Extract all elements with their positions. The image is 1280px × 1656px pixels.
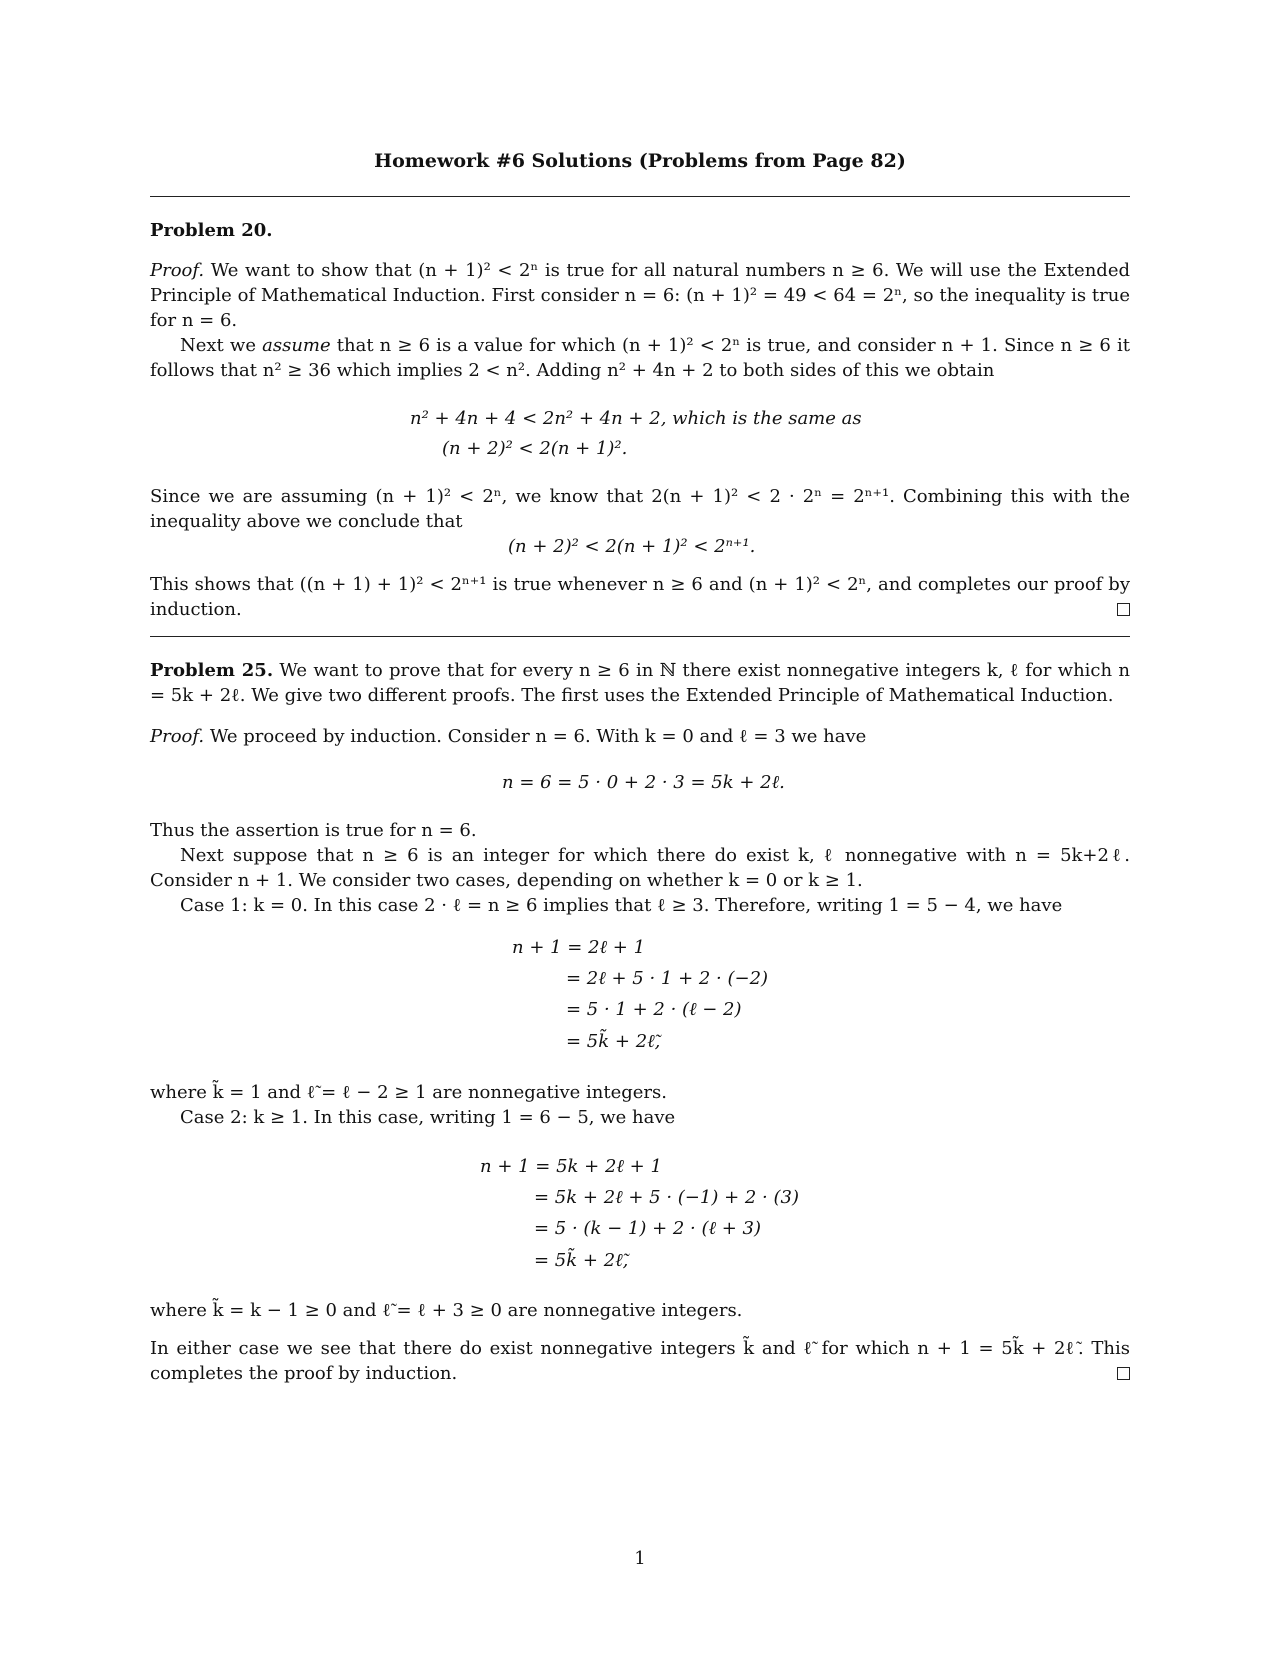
page-number: 1 bbox=[634, 1548, 646, 1569]
problem-20-paragraph-2 bbox=[150, 333, 1130, 383]
problem-20-paragraph-4 bbox=[150, 572, 1130, 622]
equation-1-line-2: (n + 2)² < 2(n + 1)². bbox=[442, 438, 628, 459]
case-1-eq-line-2: = 2ℓ + 5 · 1 + 2 · (−2) bbox=[566, 968, 769, 989]
case-2-eq-line-3: = 5 · (k − 1) + 2 · (ℓ + 3) bbox=[534, 1218, 762, 1239]
problem-20-heading: Problem 20. bbox=[150, 220, 273, 241]
section-rule bbox=[150, 636, 1130, 637]
p4-text: This shows that ((n + 1) + 1)² < 2ⁿ⁺¹ is true whenever n ≥ 6 and (n + 1)² < 2ⁿ, and completes our proof by induction. bbox=[150, 574, 1130, 620]
proof-label: Proof. bbox=[150, 260, 205, 281]
problem-25-intro bbox=[150, 658, 1130, 708]
qed-square-icon-2 bbox=[1117, 1367, 1130, 1380]
p25-p1-text: We proceed by induction. Consider n = 6. With k = 0 and ℓ = 3 we have bbox=[209, 726, 867, 747]
case-1-eq-line-4: = 5k̃ + 2ℓ̃, bbox=[566, 1031, 661, 1052]
equation-1-line-1: n² + 4n + 4 < 2n² + 4n + 2, which is the same as bbox=[410, 408, 862, 429]
case-2-eq-line-1: n + 1 = 5k + 2ℓ + 1 bbox=[480, 1156, 662, 1177]
equation-3: n = 6 = 5 · 0 + 2 · 3 = 5k + 2ℓ. bbox=[502, 772, 785, 793]
title-rule bbox=[150, 196, 1130, 197]
problem-20-paragraph-3: Since we are assuming (n + 1)² < 2ⁿ, we know that 2(n + 1)² < 2 · 2ⁿ = 2ⁿ⁺¹. Combining this with the inequality above we conclude that bbox=[150, 486, 1130, 532]
p2-text-b: that n ≥ 6 is a value for which (n + 1)² < 2ⁿ is true, and consider n + 1. Since n ≥ 6 it follows that n² ≥ 36 which implies 2 < n². Adding n² + 4n + 2 to both sides of this we obtain bbox=[150, 335, 1130, 381]
conclusion-text: In either case we see that there do exist nonnegative integers k̃ and ℓ̃ for which n + 1 = 5k̃ + 2ℓ̃. This completes the proof by induction. bbox=[150, 1338, 1130, 1384]
equation-2: (n + 2)² < 2(n + 1)² < 2ⁿ⁺¹. bbox=[508, 536, 756, 557]
case-1-text: Case 1: k = 0. In this case 2 · ℓ = n ≥ 6 implies that ℓ ≥ 3. Therefore, writing 1 = 5 − 4, we have bbox=[180, 895, 1063, 916]
problem-25-paragraph-3: Next suppose that n ≥ 6 is an integer for which there do exist k, ℓ nonnegative with n = 5k+2ℓ. Consider n + 1. We consider two cases, depending on whether k = 0 or k ≥ 1. bbox=[150, 845, 1130, 891]
problem-25-conclusion bbox=[150, 1336, 1130, 1386]
case-1-where: where k̃ = 1 and ℓ̃ = ℓ − 2 ≥ 1 are nonnegative integers. bbox=[150, 1082, 667, 1103]
p2-text-a: Next we bbox=[180, 335, 256, 356]
problem-20-paragraph-1 bbox=[150, 258, 1130, 333]
case-2-text: Case 2: k ≥ 1. In this case, writing 1 = 6 − 5, we have bbox=[180, 1107, 676, 1128]
case-2-eq-line-4: = 5k̃ + 2ℓ̃, bbox=[534, 1250, 629, 1271]
case-2-eq-line-2: = 5k + 2ℓ + 5 · (−1) + 2 · (3) bbox=[534, 1187, 799, 1208]
problem-25-paragraph-2: Thus the assertion is true for n = 6. bbox=[150, 820, 477, 841]
problem-20-p1-text: We want to show that (n + 1)² < 2ⁿ is true for all natural numbers n ≥ 6. We will use the Extended Principle of Mathematical Induction. First consider n = 6: (n + 1)² = 49 < 64 = 2ⁿ, so the inequality is true for n = 6. bbox=[150, 260, 1130, 331]
proof-label-2: Proof. bbox=[150, 726, 205, 747]
problem-25-paragraph-1 bbox=[150, 724, 1130, 749]
case-1-eq-line-3: = 5 · 1 + 2 · (ℓ − 2) bbox=[566, 999, 742, 1020]
case-1-eq-line-1: n + 1 = 2ℓ + 1 bbox=[512, 937, 646, 958]
problem-25-intro-text: We want to prove that for every n ≥ 6 in ℕ there exist nonnegative integers k, ℓ for which n = 5k + 2ℓ. We give two different proofs. The first uses the Extended Principle of Mathematical Induction. bbox=[150, 660, 1130, 706]
case-2-where: where k̃ = k − 1 ≥ 0 and ℓ̃ = ℓ + 3 ≥ 0 are nonnegative integers. bbox=[150, 1300, 743, 1321]
assume-emphasis: assume bbox=[262, 335, 331, 356]
qed-square-icon bbox=[1117, 603, 1130, 616]
page-title: Homework #6 Solutions (Problems from Page 82) bbox=[374, 150, 906, 172]
problem-25-heading: Problem 25. bbox=[150, 660, 274, 681]
